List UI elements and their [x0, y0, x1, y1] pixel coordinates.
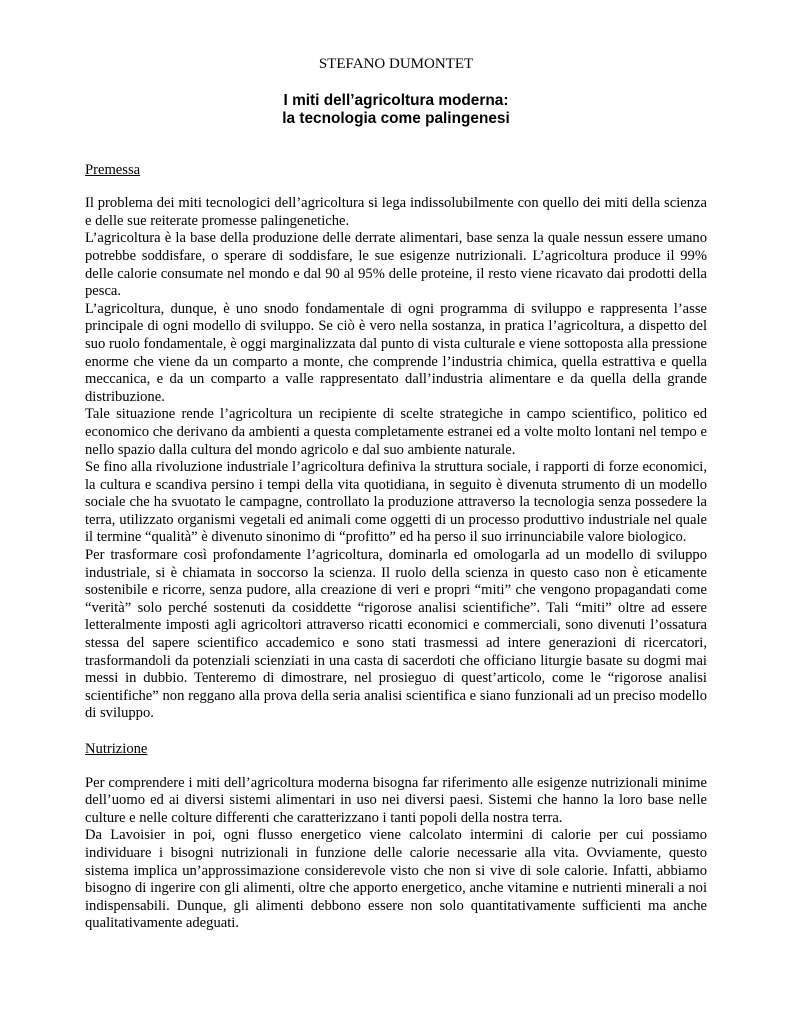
section-heading-premessa: Premessa: [85, 161, 141, 178]
paragraph: Tale situazione rende l’agricoltura un recipiente di scelte strategiche in campo scientifico, politico ed economico che derivano da ambienti a questa completamente estranei ed a volte molto lontani nel tempo e nello spazio dalla cultura del mondo agricolo e dal suo ambiente naturale.: [85, 406, 707, 458]
paragraph: Il problema dei miti tecnologici dell’agricoltura si lega indissolubilmente con quello dei miti della scienza e delle sue reiterate promesse palingenetiche.: [85, 195, 707, 229]
document-page: [85, 56, 707, 933]
paragraph: L’agricoltura, dunque, è uno snodo fondamentale di ogni programma di sviluppo e rappresenta l’asse principale di ogni modello di sviluppo. Se ciò è vero nella sostanza, in pratica l’agricoltura, a dispetto del suo ruolo fondamentale, è oggi marginalizzata dal punto di vista culturale e viene sottoposta alla pressione enorme che viene da un comparto a monte, che comprende l’industria chimica, quella estrattiva e quella meccanica, e da un comparto a valle rappresentato dall’industria alimentare e da quella della grande distribuzione.: [85, 300, 707, 405]
paragraph: Per comprendere i miti dell’agricoltura moderna bisogna far riferimento alle esigenze nutrizionali minime dell’uomo ed ai diversi sistemi alimentari in uso nei diversi paesi. Sistemi che hanno la loro base nelle culture e nelle colture differenti che caratterizzano i tanti popoli della nostra terra.: [85, 774, 707, 826]
paragraph: Se fino alla rivoluzione industriale l’agricoltura definiva la struttura sociale, i rapporti di forze economici, la cultura e scandiva persino i tempi della vita quotidiana, in seguito è divenuta strumento di un modello sociale che ha svuotato le campagne, controllato la produzione attraverso la tecnologia senza possedere la terra, utilizzato organismi vegetali ed animali come oggetti di un processo produttivo industriale nel quale il termine “qualità” è divenuto sinonimo di “profitto” ed ha perso il suo irrinunciabile valore biologico.: [85, 459, 707, 546]
paragraph: Per trasformare così profondamente l’agricoltura, dominarla ed omologarla ad un modello di sviluppo industriale, si è chiamata in soccorso la scienza. Il ruolo della scienza in questo caso non è eticamente sostenibile e ricorre, senza pudore, alla creazione di veri e propri “miti” che vengono propagandati come “verità” solo perché sostenuti da cosiddette “rigorose analisi scientifiche”. Tali “miti” oltre ad essere letteralmente imposti agli agricoltori attraverso ricatti economici e commerciali, sono divenuti l’ossatura stessa del sapere scientifico accademico e sono stati trasmessi ad intere generazioni di ricercatori, trasformandoli da potenziali scienziati in una casta di sacerdoti che officiano liturgie basate su dogmi mai messi in dubbio. Tenteremo di dimostrare, nel prosieguo di quest’articolo, come le “rigorose analisi scientifiche” non reggano alla prova della seria analisi scientifica e siano funzionali ad un preciso modello di sviluppo.: [85, 547, 707, 722]
author-name: STEFANO DUMONTET: [318, 56, 474, 72]
paragraph: Da Lavoisier in poi, ogni flusso energetico viene calcolato intermini di calorie per cui possiamo individuare i bisogni nutrizionali in funzione delle calorie necessarie alla vita. Ovviamente, questo sistema implica un’approssimazione considerevole visto che non si vive di sole calorie. Infatti, abbiamo bisogno di ingerire con gli alimenti, oltre che apporto energetico, anche vitamine e nutrienti minerali a noi indispensabili. Dunque, gli alimenti debbono essere non solo quantitativamente sufficienti ma anche qualitativamente adeguati.: [85, 827, 707, 932]
paragraph: L’agricoltura è la base della produzione delle derrate alimentari, base senza la quale nessun essere umano potrebbe soddisfare, o sperare di soddisfare, le sue esigenze nutrizionali. L’agricoltura produce il 99% delle calorie consumate nel mondo e dal 90 al 95% delle proteine, il resto viene ricavato dai prodotti della pesca.: [85, 230, 707, 300]
document-title: [85, 92, 707, 128]
title-line-1: I miti dell’agricoltura moderna:: [283, 91, 509, 109]
section-heading-nutrizione: Nutrizione: [85, 741, 148, 757]
title-line-2: la tecnologia come palingenesi: [282, 109, 510, 127]
